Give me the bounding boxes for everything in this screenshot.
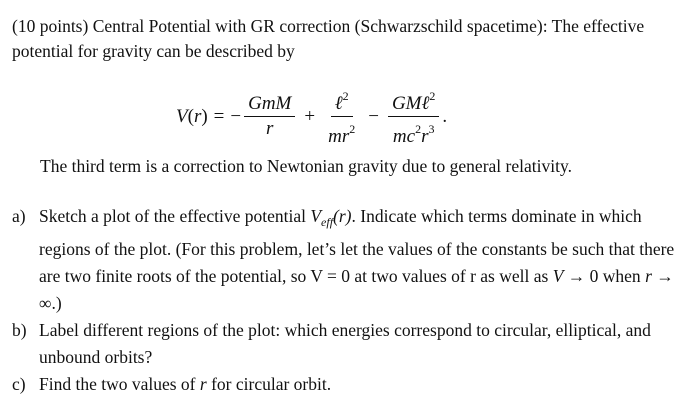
newtonian-term-numerator: GmM (244, 92, 295, 117)
question-c (12, 371, 692, 398)
question-b-marker: b) (12, 320, 27, 340)
points-label: (10 points) (12, 16, 89, 36)
gr-term-numerator: GMℓ$^2$ (388, 84, 439, 117)
newtonian-term-denominator: r (266, 118, 274, 139)
question-b-text: Label different regions of the plot: which energies correspond to circular, elliptical, and unbound orbits? (39, 320, 651, 367)
question-list (12, 203, 692, 398)
equation-equals: = (213, 105, 225, 127)
newtonian-term (244, 92, 295, 141)
question-c-text: Find the two values of r for circular orbit. (39, 374, 332, 394)
question-a (12, 203, 692, 317)
question-a-marker: a) (12, 206, 26, 226)
equation-minus-2: − (368, 105, 379, 127)
question-a-text: Sketch a plot of the effective potential $V_{eff}(r)$. Indicate which terms dominate in which regions of the plot. (For this problem, let’s let the values of the constants be such that there are two finite roots of the potential, so V = 0 at two values of r as well as V → 0 when r → ∞.) (39, 206, 675, 313)
gr-correction-term (388, 84, 439, 149)
equation-period: . (442, 105, 448, 127)
centrifugal-term-denominator: $mr^2$ (328, 122, 356, 147)
centrifugal-term (324, 84, 359, 149)
problem-lead: The effective potential for gravity can be described by (12, 16, 645, 61)
centrifugal-term-numerator: ℓ$^2$ (331, 84, 353, 117)
gr-correction-note: The third term is a correction to Newtonian gravity due to general relativity. (40, 156, 572, 176)
problem-header (12, 14, 692, 64)
equation-plus: + (304, 105, 316, 127)
gr-term-denominator: $mc^2r^3$ (392, 122, 435, 147)
effective-potential-equation (176, 84, 447, 149)
question-b (12, 317, 692, 371)
equation-minus-1: − (230, 105, 242, 127)
problem-title: Central Potential with GR correction (Schwarzschild spacetime): (92, 16, 548, 36)
equation-lhs: V(r) (176, 105, 208, 127)
question-c-marker: c) (12, 374, 26, 394)
